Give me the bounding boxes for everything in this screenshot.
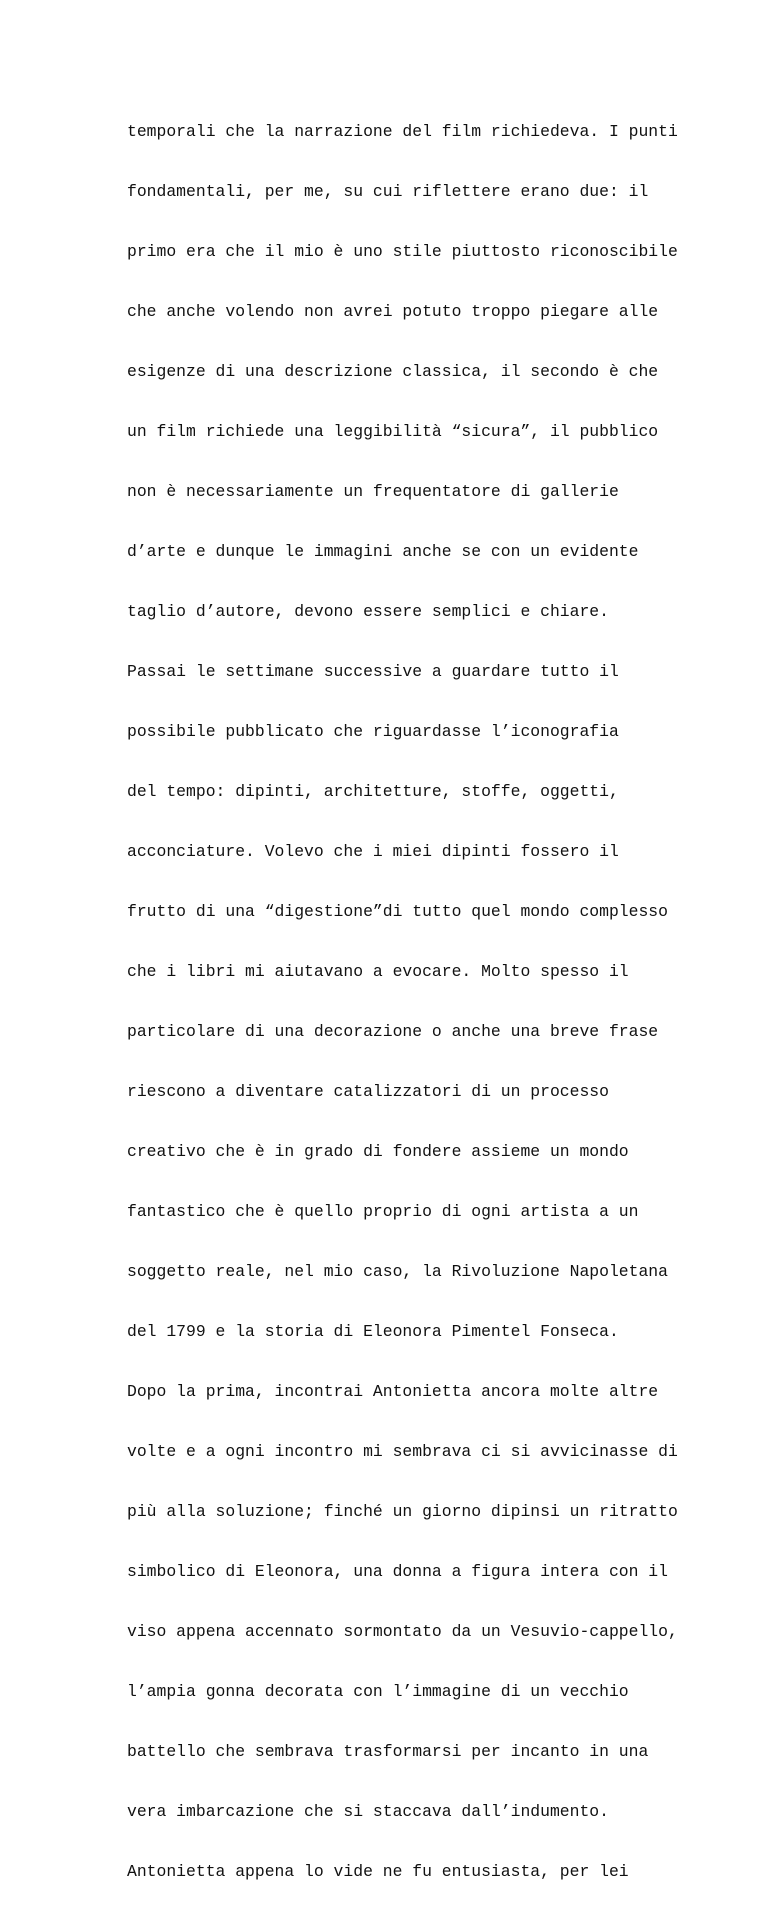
text-line: primo era che il mio è uno stile piuttosto riconoscibile bbox=[127, 242, 678, 261]
text-line: del tempo: dipinti, architetture, stoffe, oggetti, bbox=[127, 782, 619, 801]
text-line: del 1799 e la storia di Eleonora Pimentel Fonseca. bbox=[127, 1322, 619, 1341]
text-line: fantastico che è quello proprio di ogni artista a un bbox=[127, 1202, 639, 1221]
text-line: fondamentali, per me, su cui riflettere erano due: il bbox=[127, 182, 649, 201]
body-text bbox=[127, 82, 767, 1922]
text-line: che anche volendo non avrei potuto troppo piegare alle bbox=[127, 302, 659, 321]
text-line: che i libri mi aiutavano a evocare. Molto spesso il bbox=[127, 962, 629, 981]
text-line: particolare di una decorazione o anche una breve frase bbox=[127, 1022, 659, 1041]
text-line: vera imbarcazione che si staccava dall’indumento. bbox=[127, 1802, 609, 1821]
text-line: d’arte e dunque le immagini anche se con un evidente bbox=[127, 542, 639, 561]
text-line: esigenze di una descrizione classica, il secondo è che bbox=[127, 362, 659, 381]
text-line: frutto di una “digestione”di tutto quel mondo complesso bbox=[127, 902, 668, 921]
text-line: più alla soluzione; finché un giorno dipinsi un ritratto bbox=[127, 1502, 678, 1521]
text-line: viso appena accennato sormontato da un Vesuvio-cappello, bbox=[127, 1622, 678, 1641]
text-line: un film richiede una leggibilità “sicura”, il pubblico bbox=[127, 422, 659, 441]
text-line: temporali che la narrazione del film richiedeva. I punti bbox=[127, 122, 678, 141]
text-line: volte e a ogni incontro mi sembrava ci si avvicinasse di bbox=[127, 1442, 678, 1461]
text-line: creativo che è in grado di fondere assieme un mondo bbox=[127, 1142, 629, 1161]
text-line: Dopo la prima, incontrai Antonietta ancora molte altre bbox=[127, 1382, 659, 1401]
text-line: l’ampia gonna decorata con l’immagine di un vecchio bbox=[127, 1682, 629, 1701]
text-line: possibile pubblicato che riguardasse l’iconografia bbox=[127, 722, 619, 741]
text-line: simbolico di Eleonora, una donna a figura intera con il bbox=[127, 1562, 668, 1581]
text-line: riescono a diventare catalizzatori di un processo bbox=[127, 1082, 609, 1101]
text-line: Antonietta appena lo vide ne fu entusiasta, per lei bbox=[127, 1862, 629, 1881]
text-line: battello che sembrava trasformarsi per incanto in una bbox=[127, 1742, 649, 1761]
text-line: acconciature. Volevo che i miei dipinti fossero il bbox=[127, 842, 619, 861]
text-line: taglio d’autore, devono essere semplici e chiare. bbox=[127, 602, 609, 621]
text-line: non è necessariamente un frequentatore di gallerie bbox=[127, 482, 619, 501]
text-line: Passai le settimane successive a guardare tutto il bbox=[127, 662, 619, 681]
text-line: soggetto reale, nel mio caso, la Rivoluzione Napoletana bbox=[127, 1262, 668, 1281]
